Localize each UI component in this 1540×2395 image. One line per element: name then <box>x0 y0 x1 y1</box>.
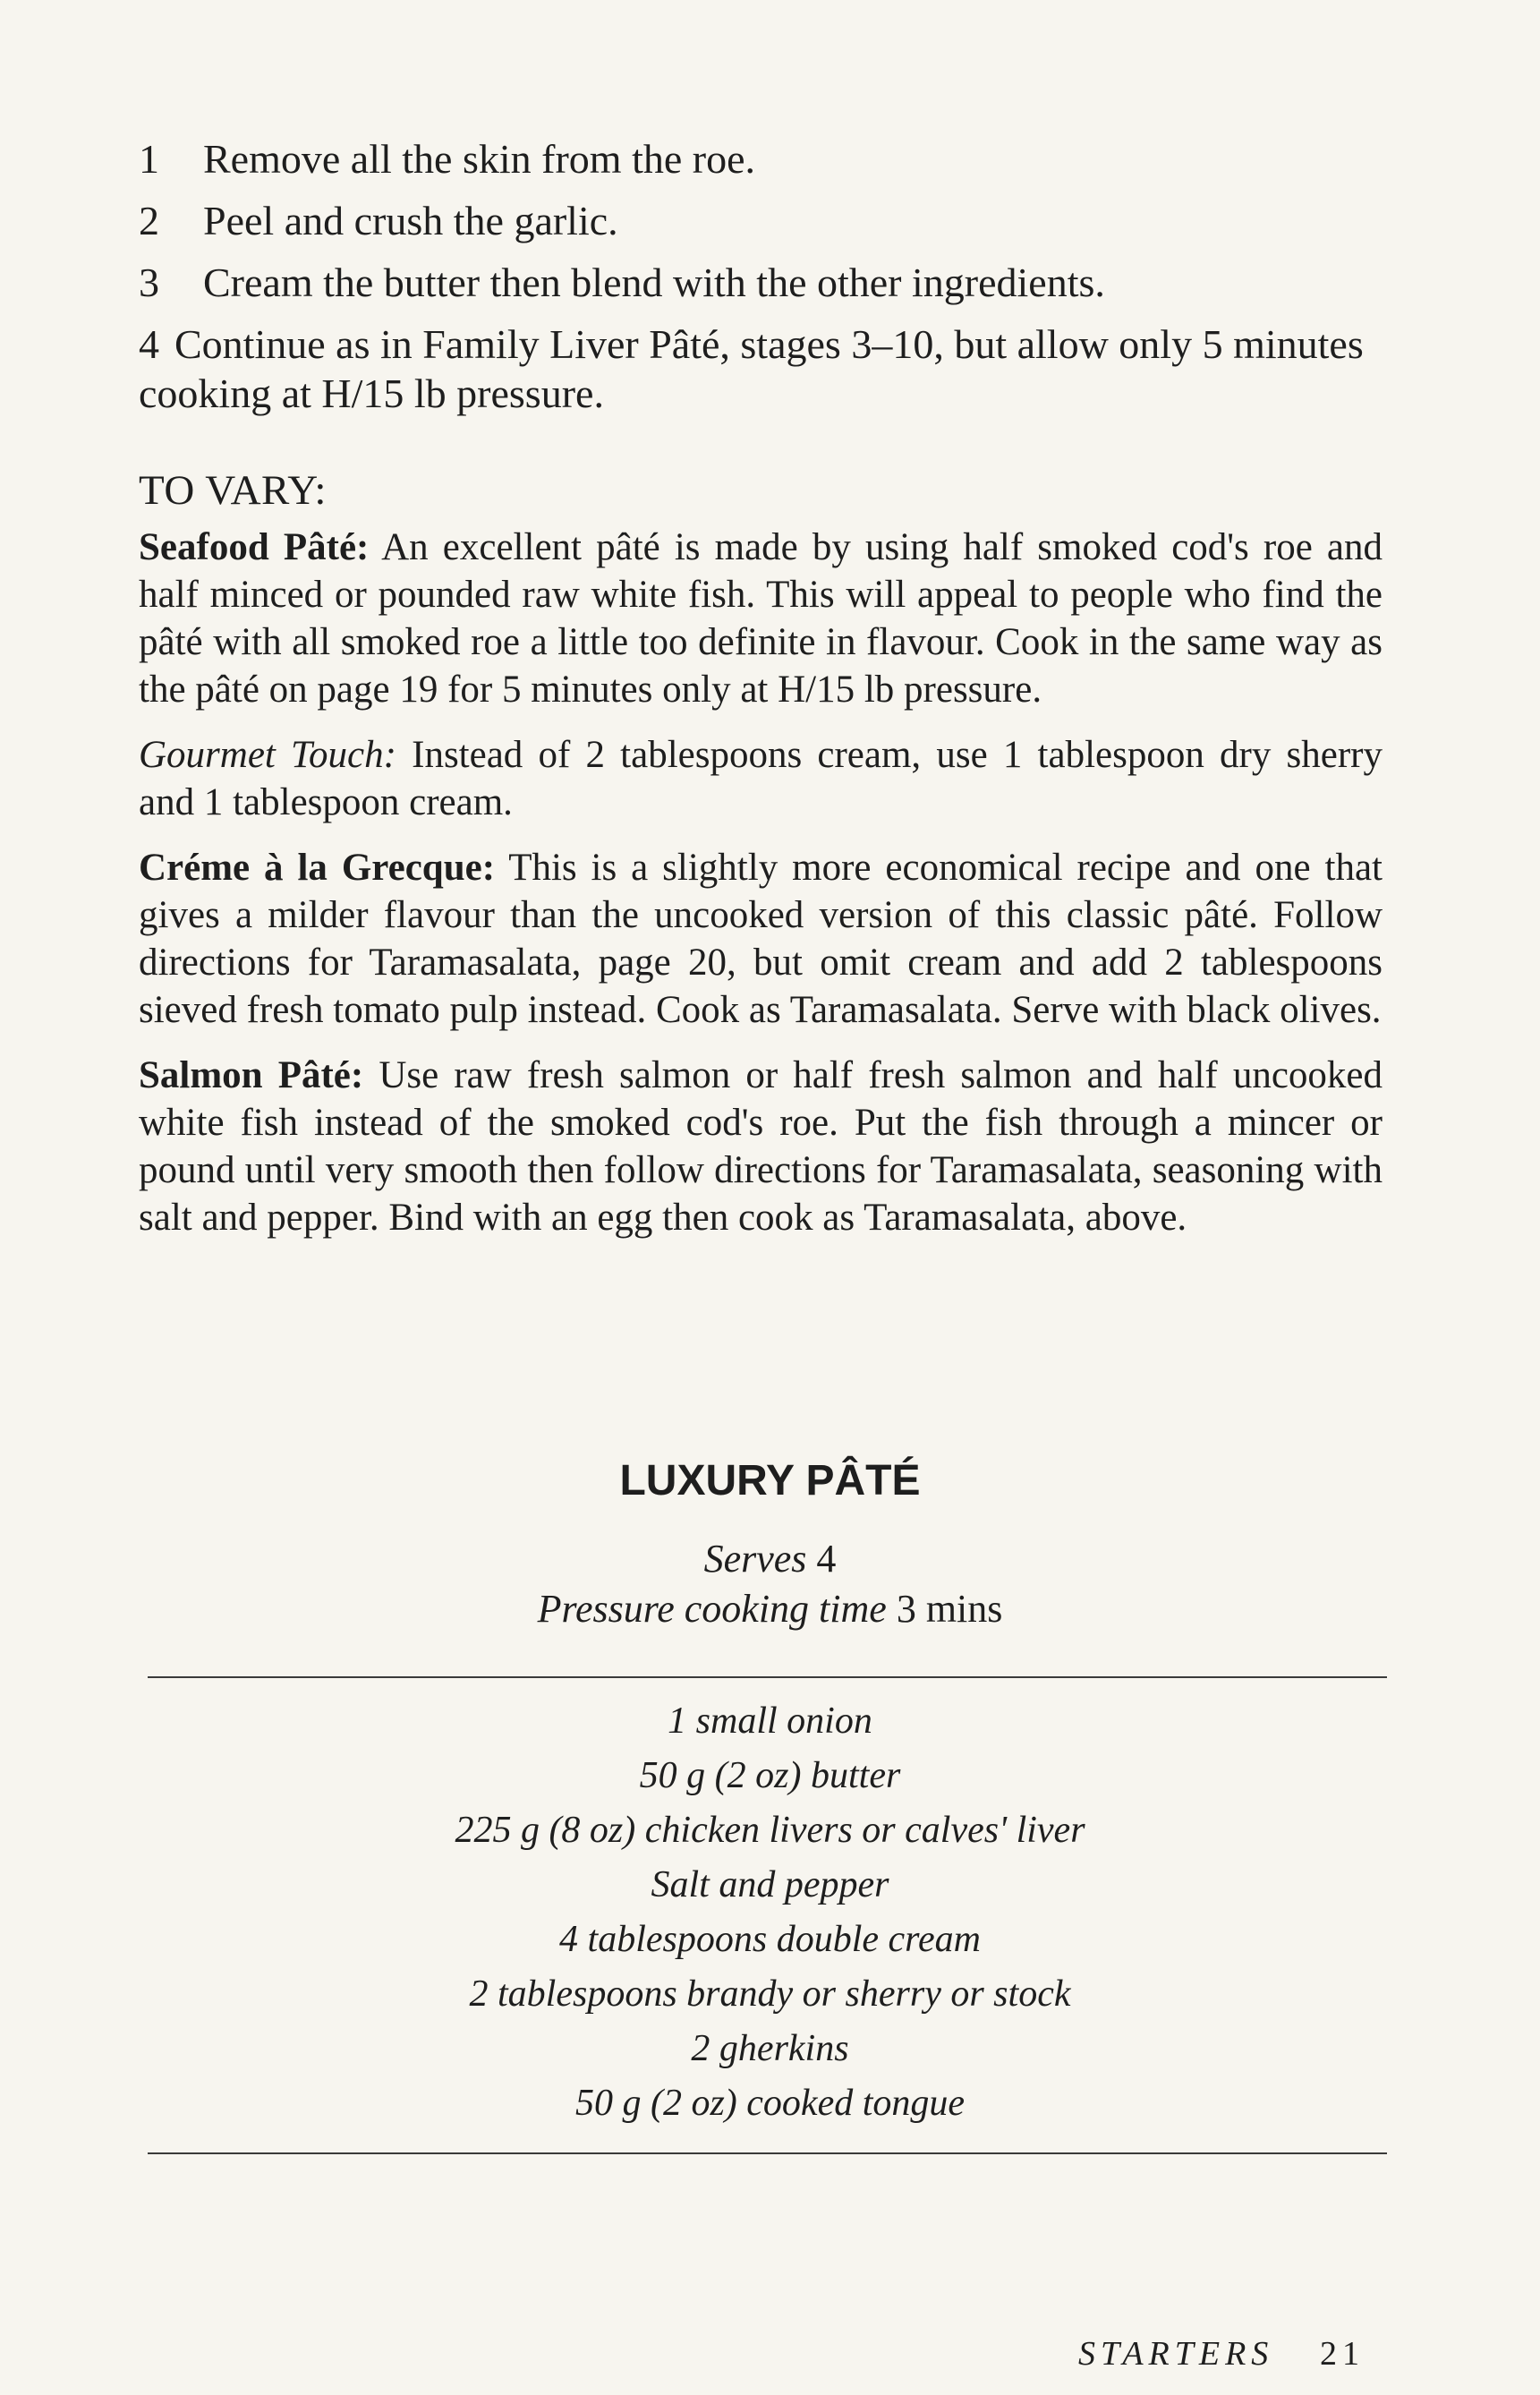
variation-paragraph <box>139 731 1383 826</box>
variation-name: Seafood Pâté: <box>139 526 370 568</box>
step-text: Cream the butter then blend with the other ingredients. <box>203 260 1105 305</box>
step-number: 1 <box>139 136 159 182</box>
variations-list <box>139 524 1383 1259</box>
ingredient: 50 g (2 oz) cooked tongue <box>574 2083 966 2124</box>
variation-text: This is a slightly more economical recipe and one that gives a milder flavour than the uncooked version of this classic pâté. Follow directions for Taramasalata, page 20, but omit cream and add 2 tablespoons sieved fresh tomato pulp instead. Cook as Taramasalata. Serve with black olives. <box>139 847 1383 1031</box>
ingredients-list <box>0 1694 1540 2131</box>
page-number: 21 <box>1320 2335 1365 2373</box>
ingredient: 2 gherkins <box>691 2028 849 2069</box>
step-number: 4 <box>139 321 159 367</box>
variation-text: Instead of 2 tablespoons cream, use 1 tablespoon dry sherry and 1 tablespoon cream. <box>139 734 1383 823</box>
variation-paragraph <box>139 844 1383 1034</box>
method-step <box>139 134 1391 183</box>
step-number: 2 <box>139 198 159 243</box>
ingredient: Salt and pepper <box>651 1864 889 1905</box>
ingredient: 225 g (8 oz) chicken livers or calves' liver <box>455 1810 1085 1851</box>
method-step <box>139 196 1391 245</box>
method-steps <box>139 134 1391 418</box>
method-step <box>139 320 1391 418</box>
serves-value: 4 <box>816 1537 837 1581</box>
step-number: 3 <box>139 260 159 305</box>
method-step <box>139 258 1391 307</box>
recipe-serves <box>0 1536 1540 1582</box>
variation-name: Gourmet Touch: <box>139 734 396 776</box>
serves-label: Serves <box>703 1537 807 1581</box>
ingredient: 4 tablespoons double cream <box>559 1919 981 1960</box>
ingredient: 2 tablespoons brandy or sherry or stock <box>469 1973 1071 2015</box>
recipe-cooking-time <box>0 1586 1540 1632</box>
variation-text: Use raw fresh salmon or half fresh salmon and half uncooked white fish instead of the smoked cod's roe. Put the fish through a mincer or pound until very smooth then follow directions for Taramasalata, seasoning with salt and pepper. Bind with an egg then cook as Taramasalata, above. <box>139 1054 1383 1239</box>
variation-text: An excellent pâté is made by using half smoked cod's roe and half minced or pounded raw white fish. This will appeal to people who find the pâté with all smoked roe a little too definite in flavour. Cook in the same way as the pâté on page 19 for 5 minutes only at H/15 lb pressure. <box>139 526 1383 711</box>
step-text: Remove all the skin from the roe. <box>203 136 756 182</box>
variation-name: Créme à la Grecque: <box>139 847 496 889</box>
cooking-time-label: Pressure cooking time <box>537 1587 887 1631</box>
ingredient: 50 g (2 oz) butter <box>639 1755 901 1796</box>
ingredients-top-rule <box>148 1676 1387 1678</box>
ingredient: 1 small onion <box>668 1700 872 1742</box>
variation-name: Salmon Pâté: <box>139 1054 364 1096</box>
recipe-title: LUXURY PÂTÉ <box>619 1457 921 1504</box>
variation-paragraph <box>139 524 1383 713</box>
to-vary-heading: TO VARY: <box>139 467 327 514</box>
running-footer-section: STARTERS <box>1078 2335 1274 2373</box>
step-text: Continue as in Family Liver Pâté, stages 3–10, but allow only 5 minutes cooking at H/15 lb pressure. <box>139 321 1364 416</box>
ingredients-bottom-rule <box>148 2152 1387 2154</box>
step-text: Peel and crush the garlic. <box>203 198 618 243</box>
variation-paragraph <box>139 1052 1383 1241</box>
cooking-time-value: 3 mins <box>896 1587 1003 1631</box>
